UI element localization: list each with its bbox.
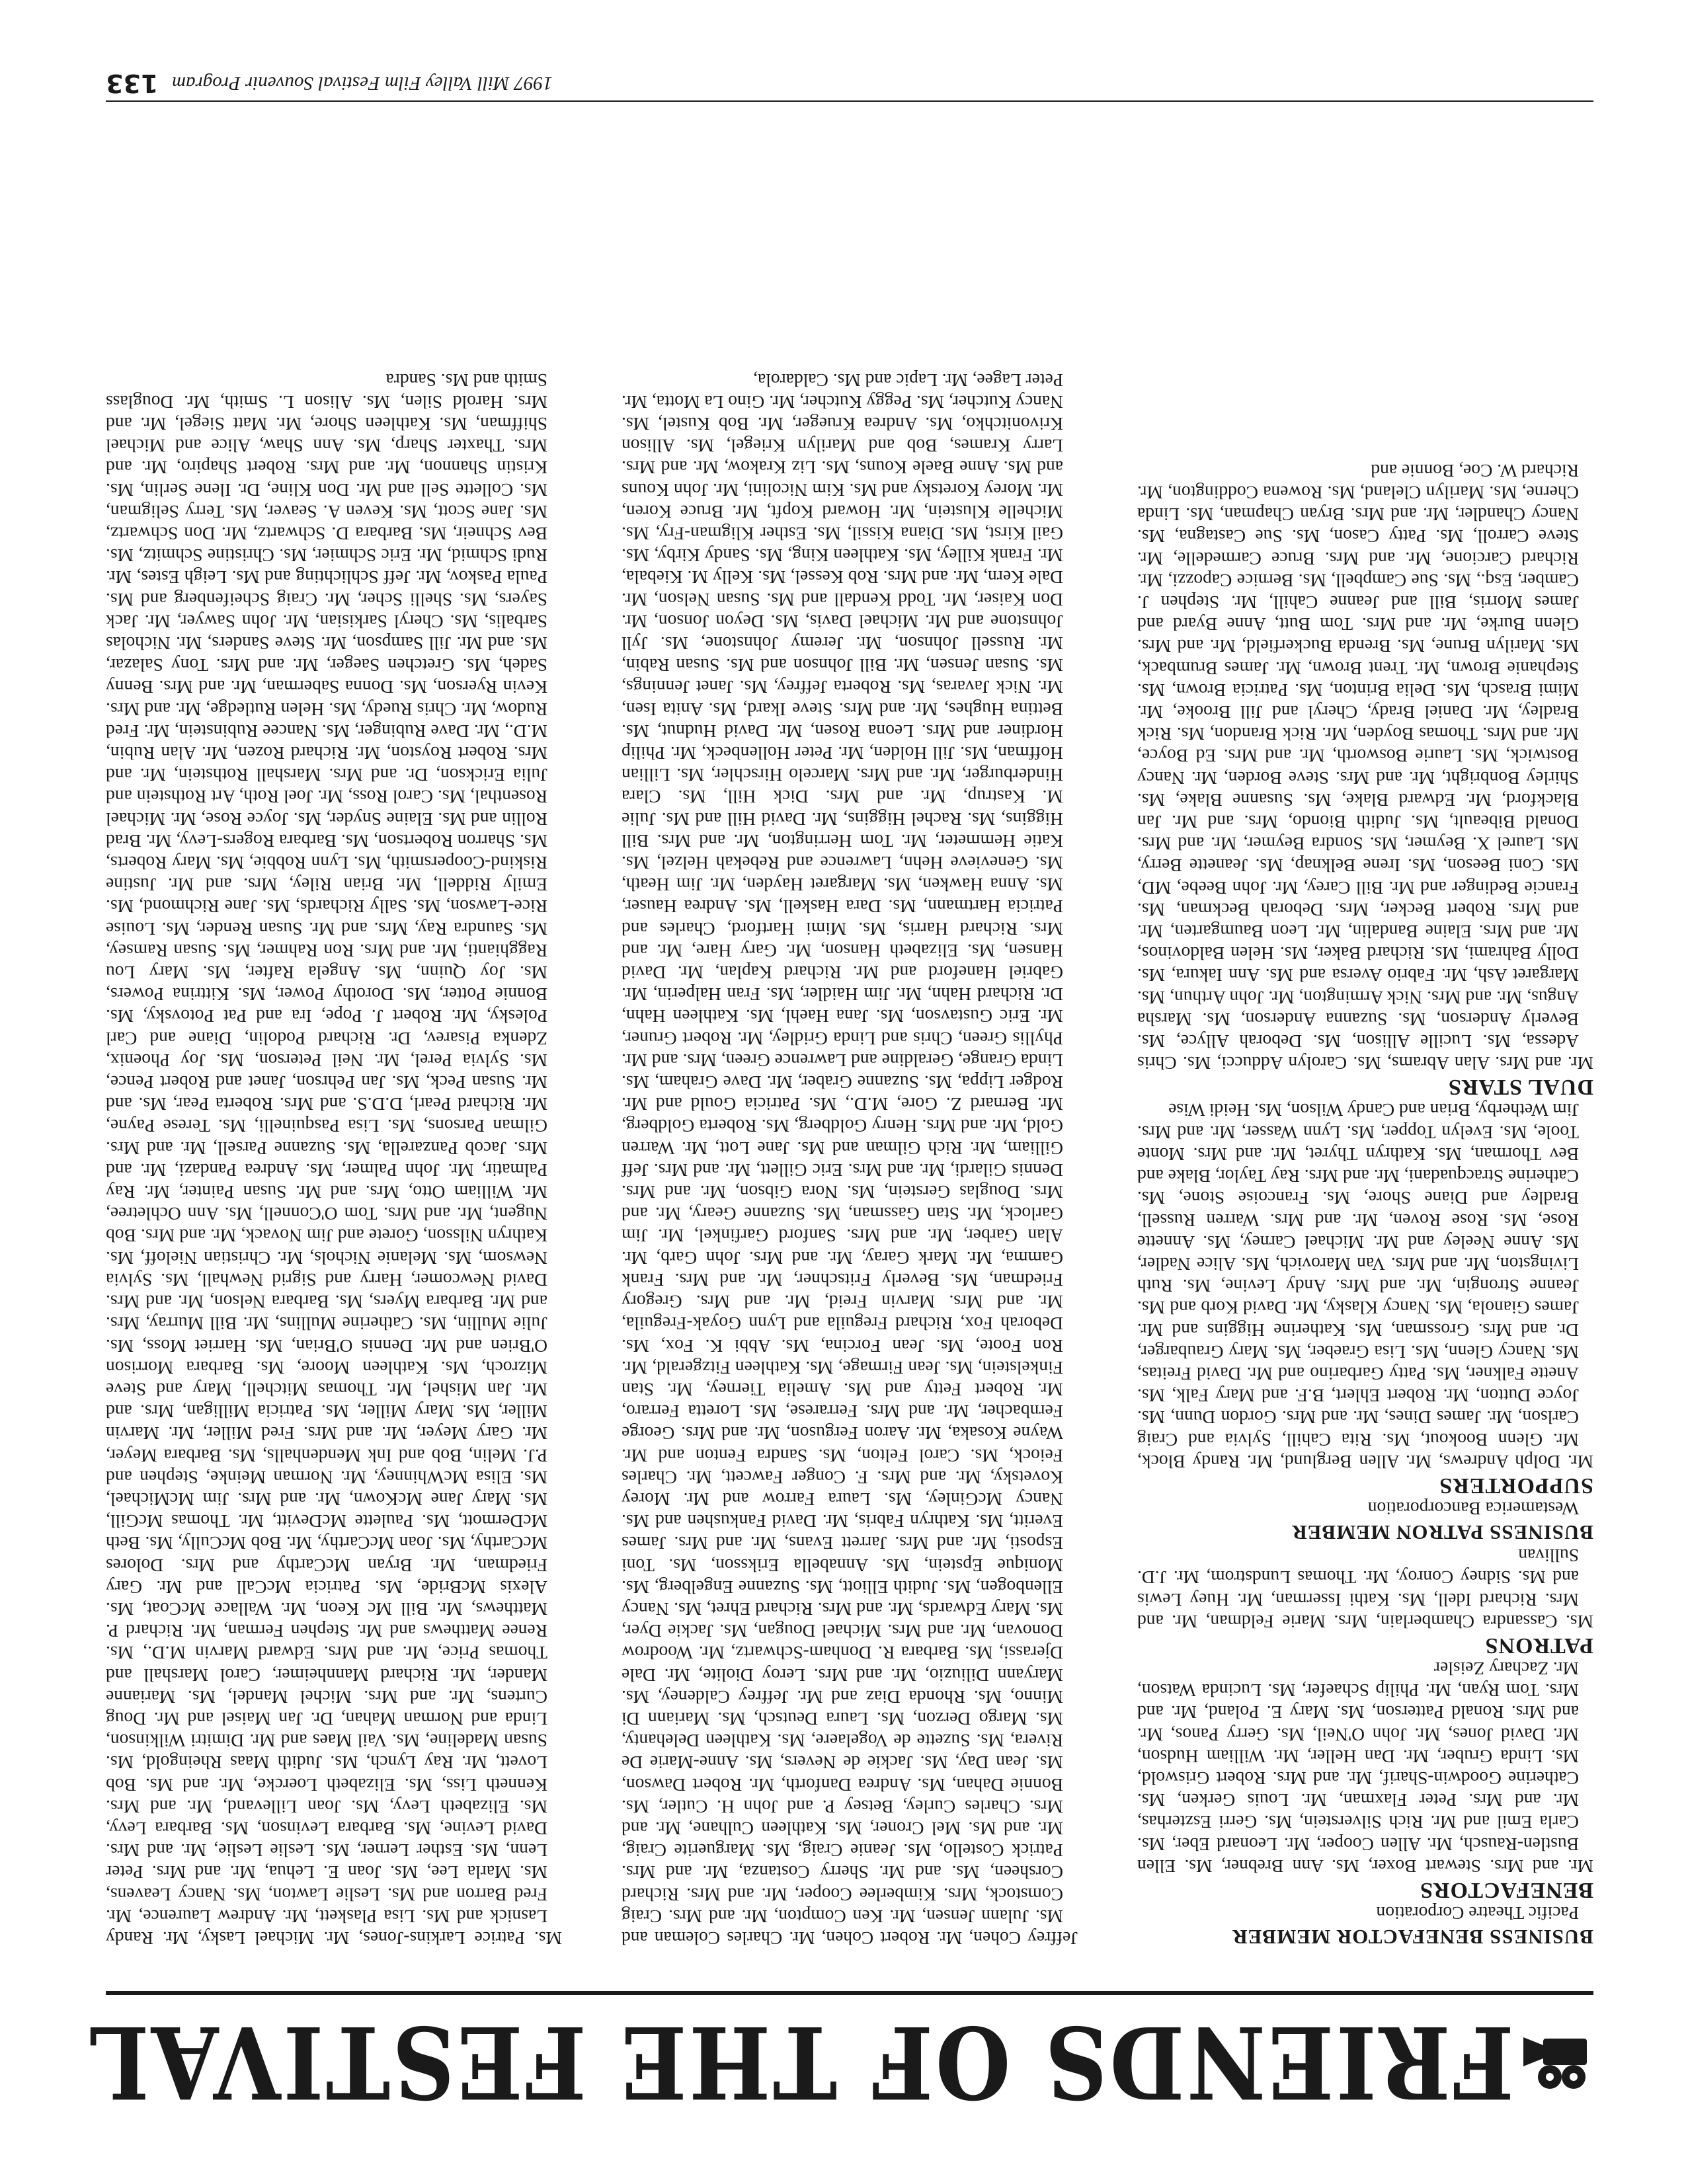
- supporters-list: Mr. Dolph Andrews, Mr. Allen Berglund, Mr. Randy Block, Mr. Glenn Bookout, Ms. Rita Cahill, Sylvia and Craig Carlson, Mr. James Dines, Mr. and Mrs. Gordon Dunn, Ms. Joyce Dutton, Mr. Robert Ehlert, B.F. and Mary Falk, Ms. Anette Falkner, Ms. Patty Garbarino and Mr. David Freitas, Ms. Nancy Glenn, Ms. Lisa Graeber, Ms. Mary Graubarger, Dr. and Mrs. Grossman, Ms. Katherine Higgins and Mr. James Gianola, Ms. Nancy Klasky, Mr. David Korb and Ms. Jeanne Strongin, Mr. and Mrs. Andy Levine, Ms. Ruth Livingston, Mr. and Mrs. Van Marovich, Ms. Alice Nadler, Ms. Anne Neeley and Mr. Michael Carney, Ms. Annette Rose, Ms. Rose Roven, Mr. and Mrs. Warren Russell, Bradley and Diane Shore, Ms. Francoise Stone, Ms. Catherine Stracquadani, Mr. and Mrs. Ray Taylor, Blake and Bev Thorman, Ms. Kathryn Thyret, Mr. and Mrs. Monte Toole, Ms. Evelyn Topper, Ms. Lynn Wasser, Mr. and Mrs. Jim Wetherby, Brian and Candy Wilson, Ms. Heidi Wise: [1137, 1100, 1593, 1472]
- section-heading: BUSINESS PATRON MEMBER: [1291, 1520, 1593, 1544]
- section-heading: PATRONS: [1484, 1633, 1593, 1658]
- section-heading: BUSINESS BENEFACTOR MEMBER: [1232, 1926, 1593, 1949]
- section-heading: BENEFACTORS: [1420, 1877, 1593, 1902]
- dual-stars-list-continued: Ms. Patrice Larkins-Jones, Mr. Michael Lasky, Mr. Randy Lasnick and Ms. Lisa Plaskett, Mr. Andrew Laurence, Mr. Fred Barron and Ms. Leslie Lawton, Ms. Nancy Leavens, Ms. Marla Lee, Ms. Joan E. Lehua, Mr. and Mrs. Peter Lenn, Ms. Esther Lerner, Ms. Leslie Leslie, Mr. and Mrs. David Levine, Ms. Barbara Levinson, Ms. Barbara Levy, Ms. Elizabeth Levy, Ms. Joan Lillevand, Mr. and Mrs. Kenneth Liss, Ms. Elizabeth Loercke, Mr. and Ms. Bob Lovett, Mr. Ray Lynch, Ms. Judith Maas Rheingold, Ms. Susan Madeline, Ms. Vail Maes and Mr. Dimitri Wilkinson, Linda and Norman Mahan, Dr. Jan Maisel and Mr. Doug Curtens, Mr. and Mrs. Michel Mandel, Ms. Marianne Mander, Mr. Richard Mannheimer, Carol Marshall and Thomas Price, Mr. and Mrs. Edward Marvin M.D., Ms. Renee Matthews and Mr. Stephen Ferman, Mr. Richard P. Matthews, Mr. Bill Mc Keon, Mr. Wallace McCoat, Ms. Alexis McBride, Ms. Patricia McCall and Mr. Gary Friedman, Mr. Bryan McCarthy and Mrs. Dolores McCarthy, Ms. Joan McCarthy, Mr. Bob McCully, Ms. Beth McDermott, Ms. Paulette McDevitt, Mr. Thomas McGill, Ms. Mary Jane McKown, Mr. and Mrs. Jim McMichael, Ms. Elisa McWhinney, Mr. Norman Meinke, Stephen and P.J. Melin, Bob and Ink Mendenhalls, Ms. Barbara Meyer, Mr. Gary Meyer, Mr. and Mrs. Fred Miller, Mr. Marvin Miller, Ms. Mary Miller, Ms. Patricia Milligan, Mrs. and Mr. Jan Mishel, Mr. Thomas Mitchell, Mary and Steve Mizroch, Ms. Kathleen Moore, Ms. Barbara Morrison O'Brien and Mr. Dennis O'Brian, Ms. Harriet Moss, Ms. Julie Mullin, Ms. Catherine Mullins, Mr. Bill Murray, Mrs. and Mr. Barbara Myers, Ms. Barbara Nelson, Mr. and Mrs. David Newcomer, Harry and Sigrid Newhall, Ms. Sylvia Newsom, Ms. Melanie Nichols, Mr. Christian Nieloff, Ms. Kathryn Nilsson, Gorete and Jim Novack, Mr. and Mrs. Bob Nugent, Mr. and Mrs. Tom O'Connell, Ms. Ann Ochletree, Mr. William Otto, Mrs. and Mr. Susan Painter, Mr. Ray Palmatir, Mr. John Palmer, Ms. Andrea Pandazi, Mr. and Mrs. Jacob Panzarella, Ms. Suzanne Parsell, Mr. and Mrs. Gilman Parsons, Ms. Lisa Pasquinelli, Ms. Terese Payne, Mr. Richard Pearl, D.D.S. and Mrs. Roberta Pear, Ms. and Mr. Susan Peck, Ms. Jan Pehrson, Janet and Robert Pence, Ms. Sylvia Perel, Mr. Neil Peterson, Ms. Joy Phoenix, Zdenka Pisarev, Dr. Richard Podolin, Diane and Carl Polesky, Mr. Robert J. Pope, Ira and Pat Potovsky, Ms. Bonnie Potter, Ms. Dorothy Power, Ms. Kittrina Powers, Ms. Joy Quinn, Ms. Angela Rafter, Ms. Mary Lou Ragghianti, Mr. and Mrs. Ron Rahmer, Ms. Susan Ramsey, Ms. Saundra Ray, Mrs. and Mr. Susan Render, Ms. Louise Rice-Lawson, Ms. Sally Richards, Ms. Jane Richmond, Ms. Emily Riddell, Mr. Brian Riley, Mrs. and Mr. Justine Riskind-Coopersmith, Ms. Lynn Robbie, Ms. Mary Roberts, Ms. Sharron Robertson, Ms. Barbara Rogers-Levy, Mr. Brad Rollin and Ms. Elaine Snyder, Ms. Joyce Rose, Mr. Michael Rosenthal, Ms. Carol Ross, Mr. Joel Roth, Art Rothstein and Julia Erickson, Dr. and Mrs. Marshall Rothstein, Mr. and Mrs. Robert Royston, Mr. Richard Rozen, Mr. Alan Rubin, M.D., Mr. Dave Rubinger, Ms. Nancee Rubinstein, Mr. Fred Rudow, Mr. Chris Ruedy, Ms. Helen Rutledge, Mr. and Mrs. Kevin Ryerson, Ms. Donna Saberman, Mr. and Mrs. Benny Sadeh, Ms. Gretchen Saeger, Mr. and Mrs. Tony Salazar, Ms. and Mr. Jill Sampson, Mr. Steve Sanders, Mr. Nicholas Sarbalis, Ms. Cheryl Sarkisian, Mr. John Sawyer, Mr. Jack Sayers, Ms. Shelli Scher, Mr. Craig Scheifenberg and Ms. Paula Paskov, Mr. Jeff Schlichting and Ms. Leigh Estes, Mr. Rudi Schmid, Mr. Eric Schmier, Ms. Christine Schmitz, Ms. Bev Schneir, Ms. Barbara D. Schwartz, Mr. Don Schwartz, Ms. Jane Scott, Ms. Keven A. Seaver, Ms. Terry Seligman, Ms. Collette Sell and Mr. Don Kline, Dr. Ilene Serlin, Ms. Kristin Shannon, Mr. and Mrs. Robert Shapiro, Mr. and Mrs. Thaxter Sharp, Ms. Ann Shaw, Alice and Michael Shiffman, Ms. Kathleen Shore, Mr. Matt Siegel, Mr. and Mrs. Harold Silen, Ms. Alison L. Smith, Mr. Douglass Smith and Ms. Sandra: [106, 370, 562, 1949]
- page-number: 133: [106, 69, 159, 98]
- business-benefactor-list: Pacific Theatre Corporation: [1376, 1903, 1579, 1924]
- column-2: [622, 115, 1078, 1949]
- page-header: [86, 1992, 1593, 2125]
- section-heading: SUPPORTERS: [1439, 1473, 1593, 1498]
- benefactors-list: Mr. and Mrs. Stewart Boxer, Ms. Ann Brebner, Ms. Ellen Bustlen-Rausch, Mr. Allen Cooper, Mr. Leonard Eber, Ms. Carla Emil and Mr. Rich Silverstein, Ms. Gerri Eszterhas, Mr. and Mrs. Peter Flaxman, Mr. Louis Gerken, Ms. Catherine Goodwin-Sharif, Mr. and Mrs. Robert Griswold, Ms. Linda Gruber, Mr. Dan Heller, Mr. William Hudson, Mr. David Jones, Mr. John O'Neil, Ms. Gerry Panos, Mr. and Mrs. Ronald Patterson, Ms. Mary E. Poland, Mr. and Mrs. Tom Ryan, Mr. Philip Schaefer, Ms. Lucinda Watson, Mr. Zachary Zeisler: [1137, 1658, 1593, 1877]
- dual-stars-list-continued: Jeffrey Cohen, Mr. Robert Cohen, Mr. Charles Coleman and Ms. Julann Jensen, Mr. Ken Compton, Mr. and Mrs. Craig Comstock, Mrs. Kimberlee Cooper, Mr. and Mrs. Richard Corsheen, Ms. and Mr. Sherry Costanza, Mr. and Mrs. Patrick Costello, Ms. Jeanie Craig, Ms. Marguerite Craig, Mr. and Ms. Mel Croner, Ms. Kathleen Culhane, Mr. and Mrs. Charles Curley, Betsey P. and John H. Cutler, Ms. Bonnie Dahan, Ms. Andrea Danforth, Mr. Robert Dawson, Ms. Jean Day, Ms. Jackie de Nevers, Ms. Anne-Marie De Rivera, Ms. Suzette de Vogelaere, Ms. Kathleen Delehanty, Ms. Margo Derzon, Ms. Laura Deutsch, Ms. Mariann Di Minno, Ms. Rhonda Diaz and Mr. Jeffrey Caldeney, Ms. Maryann Diliuzio, Mr. and Mrs. Leroy Diolite, Mr. Dale Djerassi, Ms. Barbara R. Donham-Schwartz, Mr. Woodrow Donovan, Mr. and Mrs. Michael Dougan, Ms. Jackie Dyer, Ms. Mary Edwards, Mr. and Mrs. Richard Ehret, Ms. Nancy Ellenbogen, Ms. Judith Elliott, Ms. Suzanne Engelberg, Ms. Monique Epstein, Ms. Annabella Eriksson, Ms. Toni Esposti, Mr. and Mrs. Jarrett Evans, Mr. and Mrs. James Everitt, Ms. Kathryn Fabris, Mr. David Fankushen and Ms. Nancy McGinley, Ms. Laura Farrow and Mr. Morey Kovetsky, Mr. and Mrs. F. Conger Fawcett, Mr. Charles Feiock, Ms. Carol Felton, Ms. Sandra Fenton and Mr. Wayne Kosaka, Mr. Aaron Ferguson, Mr. and Mrs. George Fernbacher, Mr. and Mrs. Ferrarese, Ms. Loretta Ferraro, Mr. Robert Fetty and Ms. Amelia Tierney, Mr. Stan Finkelstein, Ms. Jean Firmage, Ms. Kathleen Fitzgerald, Mr. Ron Foote, Ms. Jean Forcina, Ms. Abbi K. Fox, Ms. Deborah Fox, Richard Freguila and Lynn Goyak-Freguila, Mr. and Mrs. Marvin Freid, Mr. and Mrs. Gregory Friedman, Ms. Beverly Fritschner, Mr. and Mrs. Frank Gamma, Mr. Mark Garay, Mr. and Mrs. John Garb, Mr. Alan Garber, Mr. and Mrs. Sanford Garfinkel, Mr. Jim Garlock, Mr. Stan Gassman, Ms. Suzanne Geary, Mr. and Mrs. Douglas Gerstein, Ms. Nora Gibson, Mr. and Mrs. Dennis Gilardi, Mr. and Mrs. Eric Gillett, Mr. and Mrs. Jeff Gilliam, Mr. Rich Gilman and Ms. Jane Lott, Mr. Warren Gold, Mr. and Mrs. Henry Goldberg, Ms. Roberta Goldberg, Mr. Bernard Z. Gore, M.D., Ms. Patricia Gould and Mr. Rodger Lippa, Ms. Suzanne Graber, Mr. Dave Graham, Ms. Linda Grange, Geraldine and Lawrence Green, Mrs. and Mr. Phyllis Green, Chris and Linda Gridley, Mr. Robert Gruner, Mr. Eric Gustavson, Ms. Jana Haehl, Ms. Kathleen Hahn, Dr. Richard Hahn, Mr. Jim Haidler, Ms. Fran Halperin, Mr. Gabriel Haneford and Mr. Richard Kaplan, Mr. David Hansen, Ms. Elizabeth Hanson, Mr. Gary Hare, Mr. and Mrs. Richard Harris, Ms. Mimi Hartford, Charles and Patricia Hartmann, Ms. Dara Haskell, Ms. Andrea Hauser, Ms. Anna Hawken, Ms. Margaret Hayden, Mr. Jim Heath, Ms. Genevieve Hehn, Lawrence and Rebekah Helzel, Ms. Katie Hemmeter, Mr. Tom Herrington, Mr. and Mrs. Bill Higgins, Ms. Rachel Higgins, Mr. David Hill and Ms. Julie M. Kastrup, Mr. and Mrs. Dick Hill, Ms. Clara Hinderburger, Mr. and Mrs. Marcelo Hirschler, Ms. Lillian Hoffman, Ms. Jill Holden, Mr. Peter Hollenbeck, Mr. Philip Hordiner and Mrs. Leona Rosen, Mr. David Hudnut, Ms. Bettina Hughes, Mr. and Mrs. Steve Ikard, Ms. Anita Isen, Mr. Nick Javaras, Ms. Roberta Jeffrey, Ms. Janet Jennings, Ms. Susan Jensen, Mr. Bill Johnson and Ms. Susan Rabin, Mr. Russell Johnson, Mr. Jeremy Johnstone, Ms. Jyll Johnstone and Mr. Michael Davis, Ms. Deyon Jonson, Mr. Don Kaiser, Mr. Todd Kendall and Ms. Susan Nelson, Mr. Dale Kern, Mr. and Mrs. Rob Kessel, Ms. Kelly M. Kiebala, Mr. Frank Killey, Ms. Kathleen King, Ms. Sandy Kirby, Ms. Gail Kirst, Ms. Diana Kissil, Ms. Esther Kligman-Fry, Ms. Michelle Klustein, Mr. Howard Kopft, Mr. Bruce Koren, Mr. Morey Koretsky and Ms. Kim Nicolini, Mr. John Kouns and Ms. Anne Baele Kouns, Ms. Liz Krakow, Mr. and Mrs. Larry Krames, Bob and Marilyn Kriegel, Ms. Allison Krivonitchko, Ms. Andrea Krueger, Mr. Bob Kustel, Ms. Nancy Kutcher, Ms. Peggy Kutcher, Mr. Gino La Motta, Mr. Peter Lagee, Mr. Lapic and Ms. Caldarola,: [622, 370, 1078, 1949]
- patrons-list: Ms. Cassandra Chamberlain, Mrs. Marie Feldman, Mr. and Mrs. Richard Idell, Ms. Kathi Isserman, Mr. Huey Lewis and Ms. Sidney Conroy, Mr. Thomas Lundstrom, Mr. J.D. Sullivan: [1137, 1545, 1593, 1632]
- header-rule: [106, 1991, 1593, 1995]
- dual-stars-list: Mr. and Mrs. Alan Abrams, Ms. Carolyn Adducci, Ms. Chris Adessa, Ms. Lucille Allison, Ms. Deborah Allyce, Ms. Beverly Anderson, Ms. Suzanna Anderson, Ms. Marsha Angus, Mr. and Mrs. Nick Armington, Mr. John Arthun, Ms. Margaret Ash, Mr. Fabrio Aversa and Ms. Ann Iakura, Ms. Dolly Bahrami, Ms. Richard Baker, Ms. Helen Baldovinos, Mr. and Mrs. Elaine Bandalin, Mr. Leon Baumgarten, Mr. and Mrs. Robert Becker, Mrs. Deborah Beckman, Ms. Francie Bedinger and Mr. Bill Carey, Mr. John Beebe, MD, Ms. Coni Beeson, Ms. Irene Belknap, Ms. Jeanette Berry, Ms. Laurel X. Beymer, Ms. Sondra Beymer, Mr. and Mrs. Donald Bibeault, Ms. Judith Biondo, Mrs. and Mr. Jan Blackford, Mr. Edward Blake, Ms. Susanne Blake, Ms. Shirley Bonbright, Mr. and Mrs. Steve Borden, Mr. Nancy Bostwick, Ms. Laurie Bosworth, Mr. and Mrs. Ed Boyce, Mr. and Mrs. Thomas Boyden, Mr. Rick Brandon, Ms. Rick Bradley, Mr. Daniel Brady, Cheryl and Jill Brooke, Mr. Mimi Brasch, Ms. Delia Brinton, Ms. Patricia Brown, Ms. Stephanie Brown, Mr. Trent Brown, Mr. James Brumback, Ms. Marilyn Brune, Ms. Brenda Buckerfield, Mr. and Mrs. Glenn Burke, Mr. and Mrs. Tom Butt, Anne Byard and James Morris, Bill and Jeanne Cahill, Mr. Stephen J. Camber, Esq., Ms. Sue Campbell, Ms. Bernice Capozzi, Mr. Richard Carcione, Mr. and Mrs. Bruce Carmedelle, Mr. Steve Carroll, Ms. Patty Cason, Ms. Sue Castagna, Ms. Nancy Chandler, Mr. and Mrs. Bryan Chapman, Ms. Linda Cherne, Ms. Marilyn Cleland, Ms. Rowena Coddington, Mr. Richard W. Coe, Bonnie and: [1137, 460, 1593, 1074]
- film-camera-icon: [1521, 2032, 1593, 2091]
- program-title: 1997 Mill Valley Film Festival Souvenir Program: [172, 73, 553, 94]
- page-title: FRIENDS OF THE FESTIVAL: [86, 2004, 1514, 2120]
- column-3: [106, 115, 562, 1949]
- footer-rule: [106, 100, 1593, 102]
- business-patron-list: Westamerica Bancorporation: [1367, 1498, 1579, 1519]
- column-1: [1137, 115, 1593, 1949]
- section-heading: DUAL STARS: [1447, 1075, 1593, 1100]
- page-footer: [106, 62, 1593, 102]
